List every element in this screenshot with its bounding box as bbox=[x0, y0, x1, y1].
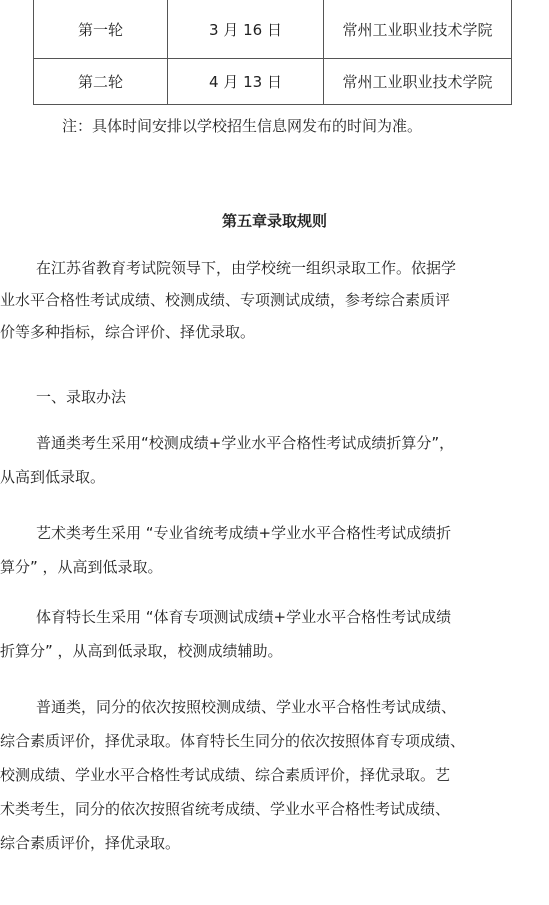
date-cell: 4 月 13 日 bbox=[168, 59, 324, 105]
section-heading bbox=[36, 387, 542, 407]
tie-break-paragraph bbox=[0, 697, 542, 867]
place-cell: 常州工业职业技术学院 bbox=[324, 0, 512, 59]
text-line: 普通类，同分的依次按照校测成绩、学业水平合格性考试成绩、 bbox=[36, 698, 457, 716]
table-row bbox=[34, 59, 512, 105]
date-cell: 3 月 16 日 bbox=[168, 0, 324, 59]
chapter-title: 第五章录取规则 bbox=[221, 212, 327, 230]
general-admission-paragraph bbox=[0, 433, 542, 501]
text-line: 在江苏省教育考试院领导下，由学校统一组织录取工作。依据学 bbox=[36, 259, 457, 277]
schedule-note: 注：具体时间安排以学校招生信息网发布的时间为准。 bbox=[62, 117, 423, 135]
text-line: 术类考生，同分的依次按照省统考成绩、学业水平合格性考试成绩、 bbox=[0, 800, 451, 818]
table-row bbox=[34, 0, 512, 59]
text-line: 折算分” ，从高到低录取，校测成绩辅助。 bbox=[0, 642, 283, 660]
text-line: 综合素质评价，择优录取。体育特长生同分的依次按照体育专项成绩、 bbox=[0, 732, 466, 750]
text-line: 普通类考生采用“校测成绩+学业水平合格性考试成绩折算分”， bbox=[36, 434, 455, 452]
round-cell: 第一轮 bbox=[34, 0, 168, 59]
text-line: 校测成绩、学业水平合格性考试成绩、综合素质评价，择优录取。艺 bbox=[0, 766, 451, 784]
exam-schedule-table bbox=[33, 0, 512, 105]
art-admission-paragraph bbox=[0, 523, 542, 591]
text-line: 一、录取办法 bbox=[36, 388, 127, 406]
text-line: 从高到低录取。 bbox=[0, 468, 106, 486]
text-line: 体育特长生采用 “体育专项测试成绩+学业水平合格性考试成绩 bbox=[36, 608, 452, 626]
sports-admission-paragraph bbox=[0, 607, 542, 675]
intro-paragraph bbox=[0, 258, 542, 354]
text-line: 艺术类考生采用 “专业省统考成绩+学业水平合格性考试成绩折 bbox=[36, 524, 452, 542]
text-line: 算分” ，从高到低录取。 bbox=[0, 558, 163, 576]
round-cell: 第二轮 bbox=[34, 59, 168, 105]
place-cell: 常州工业职业技术学院 bbox=[324, 59, 512, 105]
text-line: 综合素质评价，择优录取。 bbox=[0, 834, 181, 852]
text-line: 价等多种指标，综合评价、择优录取。 bbox=[0, 323, 256, 341]
text-line: 业水平合格性考试成绩、校测成绩、专项测试成绩，参考综合素质评 bbox=[0, 291, 451, 309]
